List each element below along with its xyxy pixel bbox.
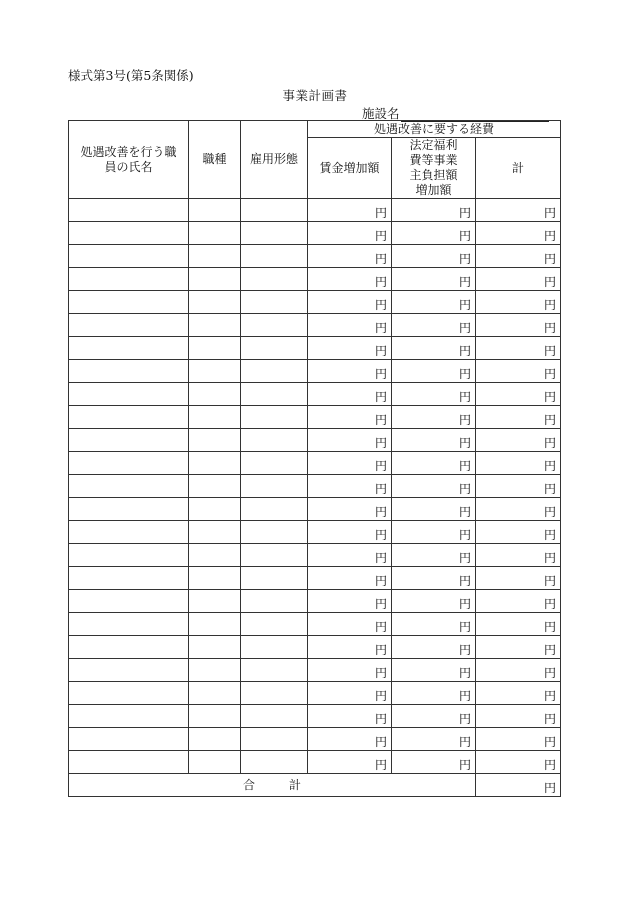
table-row xyxy=(69,199,561,222)
sum-cell[interactable]: 円 xyxy=(476,728,561,751)
staff-name-cell[interactable] xyxy=(69,613,189,636)
employment-type-cell[interactable] xyxy=(241,659,308,682)
facility-label: 施設名 xyxy=(362,106,400,121)
total-label-part-1: 合 xyxy=(242,777,255,792)
wage-increase-cell[interactable]: 円 xyxy=(308,705,392,728)
wage-increase-cell[interactable]: 円 xyxy=(308,245,392,268)
employment-type-cell[interactable] xyxy=(241,475,308,498)
job-type-cell[interactable] xyxy=(189,567,241,590)
table-row xyxy=(69,544,561,567)
job-type-cell[interactable] xyxy=(189,360,241,383)
welfare-increase-cell[interactable]: 円 xyxy=(392,406,476,429)
sum-cell[interactable]: 円 xyxy=(476,682,561,705)
employment-type-cell[interactable] xyxy=(241,728,308,751)
job-type-cell[interactable] xyxy=(189,406,241,429)
job-type-cell[interactable] xyxy=(189,199,241,222)
staff-name-cell[interactable] xyxy=(69,268,189,291)
staff-name-cell[interactable] xyxy=(69,659,189,682)
wage-increase-cell[interactable]: 円 xyxy=(308,544,392,567)
header-sum: 計 xyxy=(476,138,561,199)
table-row xyxy=(69,222,561,245)
welfare-increase-cell[interactable]: 円 xyxy=(392,337,476,360)
wage-increase-cell[interactable]: 円 xyxy=(308,383,392,406)
sum-cell[interactable]: 円 xyxy=(476,613,561,636)
employment-type-cell[interactable] xyxy=(241,590,308,613)
total-row xyxy=(69,774,561,797)
job-type-cell[interactable] xyxy=(189,636,241,659)
staff-name-cell[interactable] xyxy=(69,682,189,705)
welfare-increase-cell[interactable]: 円 xyxy=(392,291,476,314)
table-row xyxy=(69,590,561,613)
employment-type-cell[interactable] xyxy=(241,682,308,705)
job-type-cell[interactable] xyxy=(189,475,241,498)
welfare-increase-cell[interactable]: 円 xyxy=(392,222,476,245)
table-row xyxy=(69,751,561,774)
job-type-cell[interactable] xyxy=(189,314,241,337)
wage-increase-cell[interactable]: 円 xyxy=(308,360,392,383)
wage-increase-cell[interactable]: 円 xyxy=(308,268,392,291)
welfare-increase-cell[interactable]: 円 xyxy=(392,682,476,705)
sum-cell[interactable]: 円 xyxy=(476,360,561,383)
welfare-increase-cell[interactable]: 円 xyxy=(392,199,476,222)
employment-type-cell[interactable] xyxy=(241,360,308,383)
staff-name-cell[interactable] xyxy=(69,314,189,337)
table-row xyxy=(69,498,561,521)
business-plan-table xyxy=(68,120,561,797)
header-job-type: 職種 xyxy=(189,121,241,199)
welfare-increase-cell[interactable]: 円 xyxy=(392,521,476,544)
sum-cell[interactable]: 円 xyxy=(476,567,561,590)
header-staff-name: 処遇改善を行う職員の氏名 xyxy=(69,121,189,199)
table-row xyxy=(69,567,561,590)
welfare-increase-cell[interactable]: 円 xyxy=(392,498,476,521)
staff-name-cell[interactable] xyxy=(69,475,189,498)
welfare-increase-cell[interactable]: 円 xyxy=(392,314,476,337)
wage-increase-cell[interactable]: 円 xyxy=(308,613,392,636)
job-type-cell[interactable] xyxy=(189,383,241,406)
job-type-cell[interactable] xyxy=(189,590,241,613)
job-type-cell[interactable] xyxy=(189,521,241,544)
wage-increase-cell[interactable]: 円 xyxy=(308,682,392,705)
staff-name-cell[interactable] xyxy=(69,636,189,659)
total-label xyxy=(69,774,476,797)
employment-type-cell[interactable] xyxy=(241,613,308,636)
staff-name-cell[interactable] xyxy=(69,291,189,314)
sum-cell[interactable]: 円 xyxy=(476,245,561,268)
staff-name-cell[interactable] xyxy=(69,567,189,590)
staff-name-cell[interactable] xyxy=(69,705,189,728)
sum-cell[interactable]: 円 xyxy=(476,337,561,360)
job-type-cell[interactable] xyxy=(189,544,241,567)
staff-name-cell[interactable] xyxy=(69,337,189,360)
welfare-increase-cell[interactable]: 円 xyxy=(392,590,476,613)
table-row xyxy=(69,728,561,751)
sum-cell[interactable]: 円 xyxy=(476,475,561,498)
welfare-increase-cell[interactable]: 円 xyxy=(392,383,476,406)
job-type-cell[interactable] xyxy=(189,682,241,705)
sum-cell[interactable]: 円 xyxy=(476,429,561,452)
welfare-increase-cell[interactable]: 円 xyxy=(392,429,476,452)
sum-cell[interactable]: 円 xyxy=(476,705,561,728)
job-type-cell[interactable] xyxy=(189,498,241,521)
sum-cell[interactable]: 円 xyxy=(476,199,561,222)
table-row xyxy=(69,613,561,636)
job-type-cell[interactable] xyxy=(189,751,241,774)
welfare-increase-cell[interactable]: 円 xyxy=(392,728,476,751)
staff-name-cell[interactable] xyxy=(69,751,189,774)
wage-increase-cell[interactable]: 円 xyxy=(308,659,392,682)
employment-type-cell[interactable] xyxy=(241,222,308,245)
welfare-increase-cell[interactable]: 円 xyxy=(392,636,476,659)
staff-name-cell[interactable] xyxy=(69,383,189,406)
welfare-increase-cell[interactable]: 円 xyxy=(392,567,476,590)
employment-type-cell[interactable] xyxy=(241,199,308,222)
staff-name-cell[interactable] xyxy=(69,199,189,222)
sum-cell[interactable]: 円 xyxy=(476,383,561,406)
wage-increase-cell[interactable]: 円 xyxy=(308,222,392,245)
sum-cell[interactable]: 円 xyxy=(476,291,561,314)
welfare-increase-cell[interactable]: 円 xyxy=(392,751,476,774)
staff-name-cell[interactable] xyxy=(69,406,189,429)
sum-cell[interactable]: 円 xyxy=(476,406,561,429)
sum-cell[interactable]: 円 xyxy=(476,452,561,475)
sum-cell[interactable]: 円 xyxy=(476,314,561,337)
employment-type-cell[interactable] xyxy=(241,636,308,659)
job-type-cell[interactable] xyxy=(189,429,241,452)
wage-increase-cell[interactable]: 円 xyxy=(308,291,392,314)
employment-type-cell[interactable] xyxy=(241,337,308,360)
wage-increase-cell[interactable]: 円 xyxy=(308,429,392,452)
total-sum-cell[interactable]: 円 xyxy=(476,774,561,797)
staff-name-cell[interactable] xyxy=(69,544,189,567)
job-type-cell[interactable] xyxy=(189,728,241,751)
employment-type-cell[interactable] xyxy=(241,751,308,774)
employment-type-cell[interactable] xyxy=(241,245,308,268)
wage-increase-cell[interactable]: 円 xyxy=(308,314,392,337)
wage-increase-cell[interactable]: 円 xyxy=(308,475,392,498)
employment-type-cell[interactable] xyxy=(241,567,308,590)
header-welfare-increase: 法定福利費等事業主負担額増加額 xyxy=(392,138,476,199)
job-type-cell[interactable] xyxy=(189,452,241,475)
table-row xyxy=(69,429,561,452)
staff-name-cell[interactable] xyxy=(69,452,189,475)
welfare-increase-cell[interactable]: 円 xyxy=(392,544,476,567)
sum-cell[interactable]: 円 xyxy=(476,544,561,567)
sum-cell[interactable]: 円 xyxy=(476,659,561,682)
welfare-increase-cell[interactable]: 円 xyxy=(392,659,476,682)
staff-name-cell[interactable] xyxy=(69,728,189,751)
header-expense-group: 処遇改善に要する経費 xyxy=(308,121,561,138)
job-type-cell[interactable] xyxy=(189,268,241,291)
table-row xyxy=(69,521,561,544)
table-row xyxy=(69,406,561,429)
employment-type-cell[interactable] xyxy=(241,406,308,429)
staff-name-cell[interactable] xyxy=(69,521,189,544)
wage-increase-cell[interactable]: 円 xyxy=(308,521,392,544)
job-type-cell[interactable] xyxy=(189,291,241,314)
wage-increase-cell[interactable]: 円 xyxy=(308,751,392,774)
job-type-cell[interactable] xyxy=(189,245,241,268)
sum-cell[interactable]: 円 xyxy=(476,268,561,291)
wage-increase-cell[interactable]: 円 xyxy=(308,498,392,521)
employment-type-cell[interactable] xyxy=(241,314,308,337)
table-row xyxy=(69,475,561,498)
staff-name-cell[interactable] xyxy=(69,360,189,383)
sum-cell[interactable]: 円 xyxy=(476,222,561,245)
wage-increase-cell[interactable]: 円 xyxy=(308,590,392,613)
job-type-cell[interactable] xyxy=(189,222,241,245)
sum-cell[interactable]: 円 xyxy=(476,521,561,544)
welfare-increase-cell[interactable]: 円 xyxy=(392,268,476,291)
table-row xyxy=(69,659,561,682)
table-row xyxy=(69,337,561,360)
wage-increase-cell[interactable]: 円 xyxy=(308,567,392,590)
document-title: 事業計画書 xyxy=(282,88,348,103)
wage-increase-cell[interactable]: 円 xyxy=(308,728,392,751)
table-row xyxy=(69,360,561,383)
welfare-increase-cell[interactable]: 円 xyxy=(392,613,476,636)
wage-increase-cell[interactable]: 円 xyxy=(308,337,392,360)
job-type-cell[interactable] xyxy=(189,659,241,682)
job-type-cell[interactable] xyxy=(189,613,241,636)
welfare-increase-cell[interactable]: 円 xyxy=(392,475,476,498)
employment-type-cell[interactable] xyxy=(241,544,308,567)
employment-type-cell[interactable] xyxy=(241,268,308,291)
welfare-increase-cell[interactable]: 円 xyxy=(392,705,476,728)
sum-cell[interactable]: 円 xyxy=(476,751,561,774)
wage-increase-cell[interactable]: 円 xyxy=(308,199,392,222)
employment-type-cell[interactable] xyxy=(241,521,308,544)
welfare-increase-cell[interactable]: 円 xyxy=(392,245,476,268)
table-row xyxy=(69,314,561,337)
wage-increase-cell[interactable]: 円 xyxy=(308,636,392,659)
employment-type-cell[interactable] xyxy=(241,452,308,475)
table-row xyxy=(69,268,561,291)
staff-name-cell[interactable] xyxy=(69,222,189,245)
header-employment-type: 雇用形態 xyxy=(241,121,308,199)
table-row xyxy=(69,452,561,475)
total-label-part-2: 計 xyxy=(289,777,302,792)
welfare-increase-cell[interactable]: 円 xyxy=(392,452,476,475)
staff-name-cell[interactable] xyxy=(69,498,189,521)
header-wage-increase: 賃金増加額 xyxy=(308,138,392,199)
table-row xyxy=(69,383,561,406)
table-row xyxy=(69,682,561,705)
table-row xyxy=(69,291,561,314)
header-row-top xyxy=(69,121,561,138)
sum-cell[interactable]: 円 xyxy=(476,636,561,659)
table-row xyxy=(69,245,561,268)
form-number: 様式第3号(第5条関係) xyxy=(68,68,194,83)
wage-increase-cell[interactable]: 円 xyxy=(308,452,392,475)
employment-type-cell[interactable] xyxy=(241,383,308,406)
employment-type-cell[interactable] xyxy=(241,498,308,521)
employment-type-cell[interactable] xyxy=(241,429,308,452)
table-row xyxy=(69,636,561,659)
table-row xyxy=(69,705,561,728)
employment-type-cell[interactable] xyxy=(241,291,308,314)
job-type-cell[interactable] xyxy=(189,705,241,728)
sum-cell[interactable]: 円 xyxy=(476,590,561,613)
wage-increase-cell[interactable]: 円 xyxy=(308,406,392,429)
employment-type-cell[interactable] xyxy=(241,705,308,728)
job-type-cell[interactable] xyxy=(189,337,241,360)
staff-name-cell[interactable] xyxy=(69,590,189,613)
staff-name-cell[interactable] xyxy=(69,245,189,268)
welfare-increase-cell[interactable]: 円 xyxy=(392,360,476,383)
sum-cell[interactable]: 円 xyxy=(476,498,561,521)
staff-name-cell[interactable] xyxy=(69,429,189,452)
